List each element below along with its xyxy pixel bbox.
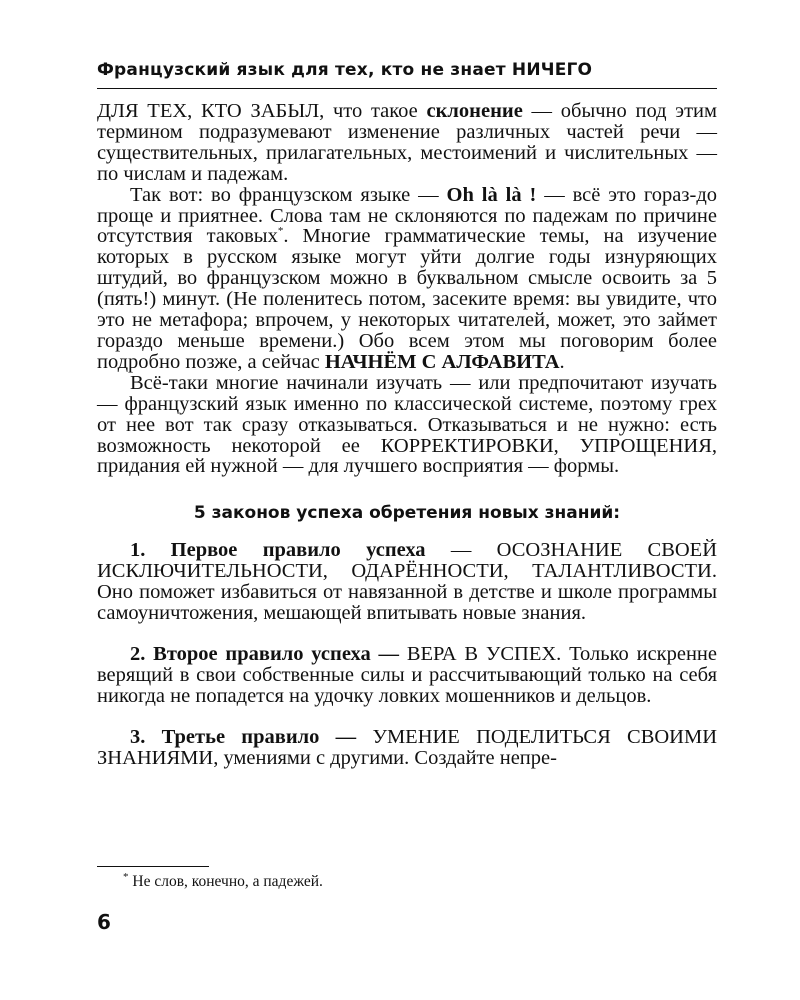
caps-phrase: ДЛЯ ТЕХ, КТО ЗАБЫЛ [97, 100, 320, 122]
paragraph-1 [97, 101, 717, 185]
rule-title: 1. Первое правило успеха [130, 539, 426, 562]
rule-title: 2. Второе правило успеха — [130, 642, 400, 665]
text-span: Так вот: во французском языке — [130, 183, 447, 206]
main-text [97, 101, 717, 768]
header-rule [97, 88, 717, 89]
text-span: — обычно под этим термином подразумевают изменение различных частей речи — существительных, прилагательных, местоимений и числительных — по числам и падежам. [97, 100, 717, 185]
footnote-text: Не слов, конечно, а падежей. [128, 873, 323, 890]
rule-3 [97, 727, 717, 769]
text-span: . Только искренне верящий в свои собственные силы и рассчитывающий только на себя никогда не попадется на удочку ловких мошенников и дельцов. [97, 642, 717, 707]
paragraph-2 [97, 185, 717, 373]
bold-term: склонение [426, 100, 523, 122]
text-span: — всё это гораз-до проще и приятнее. Слова там не склоняются по падежам по причине отсутствия таковых [97, 183, 717, 248]
footnote-marker: * [123, 870, 129, 883]
footnote [123, 870, 323, 891]
caps-phrase: КОРРЕКТИРОВКИ, УПРОЩЕНИЯ [380, 434, 712, 457]
text-span [356, 726, 372, 748]
rule-2 [97, 644, 717, 707]
footnote-reference: * [277, 225, 284, 238]
text-span: , придания ей нужной — для лучшего восприятия — формы. [97, 434, 717, 478]
caps-phrase: ВЕРА В УСПЕХ [406, 642, 557, 665]
section-heading: 5 законов успеха обретения новых знаний: [193, 503, 621, 524]
text-span [399, 643, 407, 665]
text-span: , умениями с другими. Создайте непре- [213, 746, 557, 769]
text-span: — [425, 539, 497, 562]
rule-title: 3. Третье правило — [130, 725, 357, 748]
paragraph-3 [97, 373, 717, 478]
text-span: , что такое [319, 100, 427, 122]
rule-1 [97, 540, 717, 624]
page-number: 6 [97, 910, 111, 934]
bold-phrase: НАЧНЁМ С АЛФАВИТА [324, 350, 560, 373]
text-span: Всё-таки многие начинали изучать — или предпочитают изучать — французский язык именно по классической системе, поэтому грех от нее вот так сразу отказываться. Отказываться и не нужно: есть возможность некоторой ее [97, 371, 717, 457]
bold-phrase: Oh là là ! [446, 183, 537, 206]
caps-phrase: ОСОЗНАНИЕ СВОЕЙ ИСКЛЮЧИТЕЛЬНОСТИ, ОДАРЁННОСТИ, ТАЛАНТЛИВОСТИ [97, 539, 717, 583]
text-span: . Многие грамматические темы, на изучение которых в русском языке могут уйти долгие годы изнуряющих штудий, во французском можно в буквальном смысле освоить за 5 (пять!) минут. (Не поленитесь потом, засеките время: вы увидите, что это не метафора; впрочем, у некоторых читателей, может, это займет гораздо меньше времени.) Обо всем этом мы поговорим более подробно позже, а сейчас [97, 225, 717, 373]
running-title: Французский язык для тех, кто не знает НИЧЕГО [97, 60, 593, 80]
text-span: . Оно поможет избавиться от навязанной в детстве и школе программы самоуничтожения, мешающей впитывать новые знания. [97, 560, 717, 625]
footnote-rule [97, 866, 209, 867]
caps-phrase: УМЕНИЕ ПОДЕЛИТЬСЯ СВОИМИ ЗНАНИЯМИ [97, 725, 718, 769]
text-span: . [559, 350, 565, 373]
